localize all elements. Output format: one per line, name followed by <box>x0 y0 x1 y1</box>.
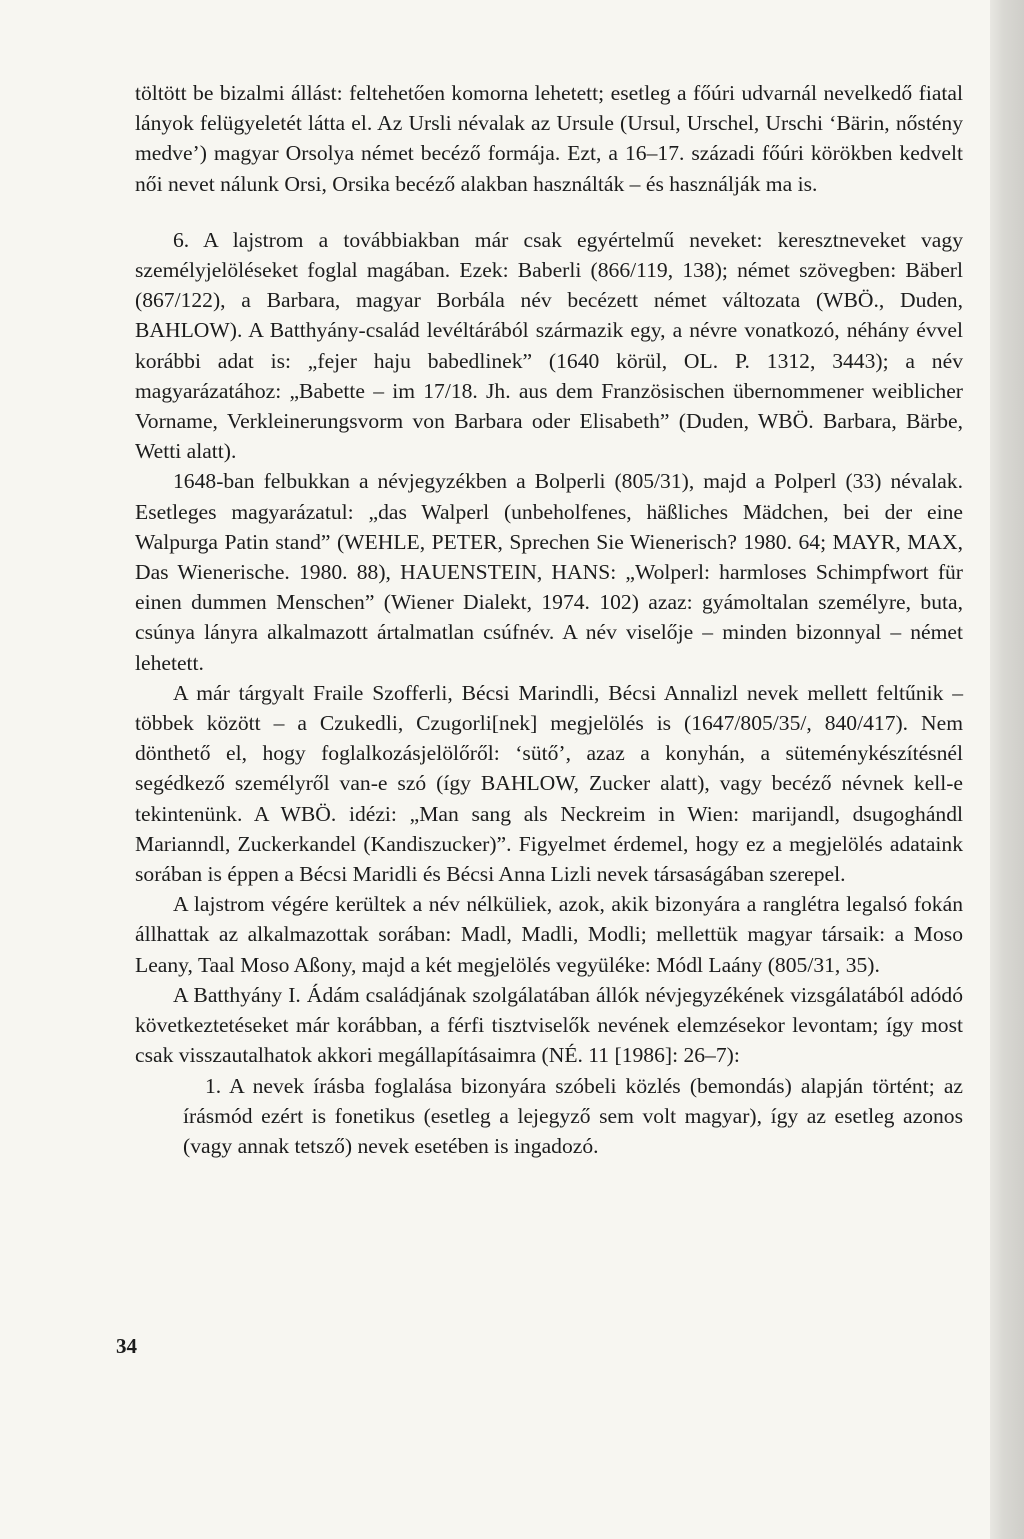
section-gap <box>135 199 963 225</box>
page-number: 34 <box>116 1334 137 1358</box>
paragraph-5: A lajstrom végére kerültek a név nélküliek, azok, akik bizonyára a ranglétra legalsó fokán állhattak az alkalmazottak sorában: Madl, Madli, Modli; mellettük magyar társaik: a Moso Leany, Taal Moso Aßony, majd a két megjelölés vegyüléke: Módl Laány (805/31, 35). <box>135 892 963 977</box>
page-body <box>135 78 963 1161</box>
paragraph-2: 6. A lajstrom a továbbiakban már csak egyértelmű neveket: keresztneveket vagy személyjelöléseket foglal magában. Ezek: Baberli (866/119, 138); német szövegben: Bäberl (867/122), a Barbara, magyar Borbála név becézett német változata (WBÖ., Duden, BAHLOW). A Batthyány-család levéltárából származik egy, a névre vonatkozó, néhány évvel korábbi adat is: „fejer haju babedlinek” (1640 körül, OL. P. 1312, 3443); a név magyarázatához: „Babette – im 17/18. Jh. aus dem Französischen übernommener weiblicher Vorname, Verkleinerungsvorm von Barbara oder Elisabeth” (Duden, WBÖ. Barbara, Bärbe, Wetti alatt). <box>135 227 963 464</box>
paragraph-1: töltött be bizalmi állást: feltehetően komorna lehetett; esetleg a főúri udvarnál nevelkedő fiatal lányok felügyeletét látta el. Az Ursli névalak az Ursule (Ursul, Urschel, Urschi ‘Bärin, nőstény medve’) magyar Orsolya német becéző formája. Ezt, a 16–17. századi főúri körökben kedvelt női nevet nálunk Orsi, Orsika becéző alakban használták – és használják ma is. <box>135 81 963 196</box>
list-item-1: 1. A nevek írásba foglalása bizonyára szóbeli közlés (bemondás) alapján történt; az írásmód ezért is fonetikus (esetleg a lejegyző sem volt magyar), így az esetleg azonos (vagy annak tetsző) nevek esetében is ingadozó. <box>183 1073 963 1158</box>
paragraph-4: A már tárgyalt Fraile Szofferli, Bécsi Marindli, Bécsi Annalizl nevek mellett feltűnik – többek között – a Czukedli, Czugorli[nek] megjelölés is (1647/805/35/, 840/417). Nem dönthető el, hogy foglalkozásjelölőről: ‘sütő’, azaz a konyhán, a süteménykészítésnél segédkező személyről van-e szó (így BAHLOW, Zucker alatt), vagy becéző névnek kell-e tekintenünk. A WBÖ. idézi: „Man sang als Neckreim in Wien: marijandl, dsugoghándl Marianndl, Zuckerkandel (Kandiszucker)”. Figyelmet érdemel, hogy ez a megjelölés adataink sorában is éppen a Bécsi Maridli és Bécsi Anna Lizli nevek társaságában szerepel. <box>135 680 963 887</box>
page-edge-shadow <box>990 0 1024 1539</box>
paragraph-6: A Batthyány I. Ádám családjának szolgálatában állók névjegyzékének vizsgálatából adódó következtetéseket már korábban, a férfi tisztviselők nevének elemzésekor levontam; így most csak visszautalhatok akkori megállapításaimra (NÉ. 11 [1986]: 26–7): <box>135 982 963 1068</box>
paragraph-3: 1648-ban felbukkan a névjegyzékben a Bolperli (805/31), majd a Polperl (33) névalak. Esetleges magyarázatul: „das Walperl (unbeholfenes, häßliches Mädchen, bei der eine Walpurga Patin stand” (WEHLE, PETER, Sprechen Sie Wienerisch? 1980. 64; MAYR, MAX, Das Wienerische. 1980. 88), HAUENSTEIN, HANS: „Wolperl: harmloses Schimpfwort für einen dummen Menschen” (Wiener Dialekt, 1974. 102) azaz: gyámoltalan személyre, buta, csúnya lányra alkalmazott ártalmatlan csúfnév. A név viselője – minden bizonnyal – német lehetett. <box>135 469 963 675</box>
